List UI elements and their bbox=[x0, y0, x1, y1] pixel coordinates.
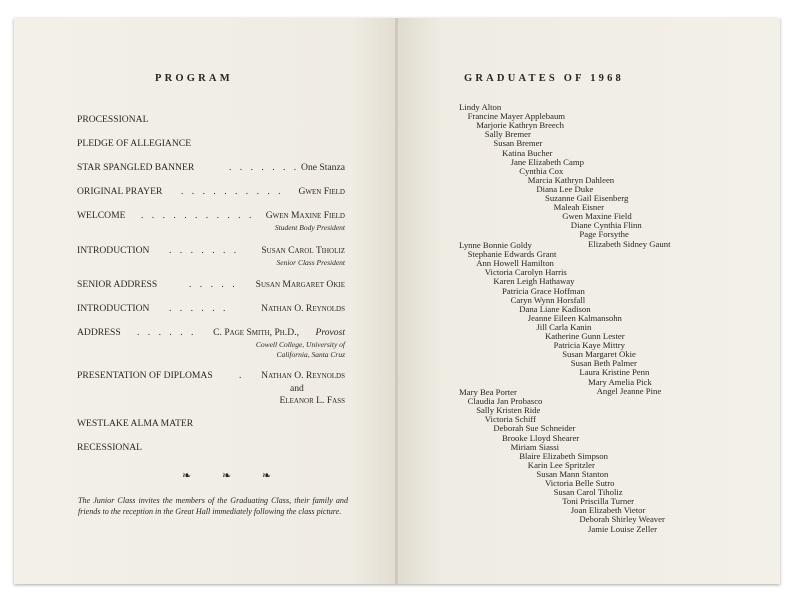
graduate-name: Marcia Kathryn Dahleen bbox=[527, 174, 615, 185]
program-item-label: PRESENTATION OF DIPLOMAS bbox=[77, 370, 213, 381]
graduate-name: Karen Leigh Hathaway bbox=[493, 276, 575, 287]
program-item-value: One Stanza bbox=[301, 162, 345, 173]
graduate-name: Mary Amelia Pick bbox=[588, 376, 652, 387]
graduates-title: GRADUATES OF 1968 bbox=[464, 73, 624, 84]
graduate-name: Brooke Lloyd Shearer bbox=[502, 432, 580, 443]
dot-leader: . . . . . . . . . . bbox=[181, 186, 284, 197]
program-item-label: WESTLAKE ALMA MATER bbox=[77, 418, 194, 429]
graduate-name: Patricia Grace Hoffman bbox=[502, 285, 585, 296]
graduate-name: Toni Priscilla Turner bbox=[562, 496, 634, 507]
program-item-label: SENIOR ADDRESS bbox=[77, 279, 158, 290]
graduate-name: Mary Bea Porter bbox=[459, 387, 517, 397]
graduate-name: Miriam Siassi bbox=[510, 441, 560, 452]
graduate-name: Joan Elizabeth Vietor bbox=[570, 505, 646, 516]
graduate-name: Victoria Carolyn Harris bbox=[484, 267, 567, 278]
graduate-name: Sally Bremer bbox=[484, 129, 531, 140]
graduate-name: Ann Howell Hamilton bbox=[476, 258, 554, 269]
graduate-name: Laura Kristine Penn bbox=[579, 367, 650, 378]
affiliation-line: California, Santa Cruz bbox=[276, 350, 345, 359]
graduate-name: Katherine Gunn Lester bbox=[545, 331, 625, 341]
graduate-name: Francine Mayer Applebaum bbox=[467, 111, 566, 122]
program-item-label: RECESSIONAL bbox=[77, 442, 143, 453]
graduate-name: Diana Lee Duke bbox=[536, 183, 594, 194]
graduate-name: Jill Carla Kanin bbox=[536, 321, 592, 332]
graduate-name: Victoria Belle Sutro bbox=[545, 478, 615, 488]
program-item-label: INTRODUCTION bbox=[77, 303, 150, 314]
graduate-name: Patricia Kaye Mittry bbox=[553, 340, 626, 351]
program-item-value: Susan Margaret Okie bbox=[255, 279, 345, 290]
dot-leader: . . . . . bbox=[189, 279, 238, 290]
introduction-speaker-title: Senior Class President bbox=[276, 258, 345, 267]
program-item-value: Gwen Maxine Field bbox=[265, 210, 345, 221]
graduate-name: Marjorie Kathryn Breech bbox=[476, 120, 564, 131]
program-item-value-italic: Provost bbox=[315, 327, 345, 338]
graduate-name: Lindy Alton bbox=[459, 102, 502, 112]
affiliation-line: Cowell College, University of bbox=[255, 340, 345, 349]
program-item-label: PLEDGE OF ALLEGIANCE bbox=[77, 138, 192, 149]
graduate-name: Cynthia Cox bbox=[519, 165, 564, 176]
graduate-name: Susan Margaret Okie bbox=[562, 349, 636, 360]
reception-note: The Junior Class invites the members of the Graduating Class, their family and friends to the reception in the Great Hall immediately following the class picture. bbox=[78, 496, 348, 516]
address-speaker-affiliation bbox=[256, 340, 345, 360]
graduate-name: Blaire Elizabeth Simpson bbox=[519, 450, 608, 461]
graduate-name: Angel Jeanne Pine bbox=[596, 385, 662, 396]
program-item-label: STAR SPANGLED BANNER bbox=[77, 162, 195, 173]
graduate-name: Susan Carol Tiholiz bbox=[553, 487, 623, 498]
graduate-name: Deborah Shirley Weaver bbox=[579, 514, 665, 525]
graduate-name: Katina Bucher bbox=[502, 147, 553, 158]
dot-leader: . . . . . . . . . . . bbox=[141, 210, 255, 221]
graduate-name: Susan Bremer bbox=[493, 138, 543, 149]
program-item-label: ADDRESS bbox=[77, 327, 121, 338]
graduate-name: Elizabeth Sidney Gaunt bbox=[588, 238, 671, 249]
graduate-name: Victoria Schiff bbox=[484, 414, 536, 425]
graduate-name: Jamie Louise Zeller bbox=[588, 523, 657, 534]
graduate-name: Page Forsythe bbox=[579, 229, 629, 240]
dot-leader: . . . . . . . bbox=[229, 162, 300, 173]
program-item-value: Gwen Field bbox=[298, 186, 345, 197]
graduate-name: Susan Beth Palmer bbox=[570, 358, 637, 369]
graduate-name: Diane Cynthia Flinn bbox=[570, 220, 642, 231]
program-item-value: Nathan O. Reynolds bbox=[261, 303, 345, 314]
program-item-value: C. Page Smith, Ph.D., bbox=[213, 327, 299, 338]
program-item-value: Eleanor L. Fass bbox=[279, 395, 345, 406]
graduate-name: Sally Kristen Ride bbox=[476, 405, 541, 416]
dot-leader: . . . . . . bbox=[169, 303, 229, 314]
graduate-name: Dana Liane Kadison bbox=[519, 303, 591, 314]
dot-leader: . . . . . . bbox=[137, 327, 197, 338]
program-title: PROGRAM bbox=[155, 73, 233, 84]
graduate-name: Jane Elizabeth Camp bbox=[510, 156, 584, 167]
graduate-name: Susan Mann Stanton bbox=[536, 468, 609, 479]
program-item-label: INTRODUCTION bbox=[77, 245, 150, 256]
program-item-label: ORIGINAL PRAYER bbox=[77, 186, 163, 197]
graduate-name: Deborah Sue Schneider bbox=[493, 423, 576, 434]
graduate-name: Lynne Bonnie Goldy bbox=[459, 240, 532, 250]
welcome-speaker-title: Student Body President bbox=[274, 223, 345, 232]
graduate-name: Stephanie Edwards Grant bbox=[467, 249, 557, 260]
graduate-name: Gwen Maxine Field bbox=[562, 211, 632, 222]
graduate-name: Maleah Eisner bbox=[553, 202, 605, 213]
graduate-name: Claudia Jan Probasco bbox=[467, 396, 543, 407]
ornament-divider: ❧ ❧ ❧ bbox=[182, 470, 286, 482]
program-item-value: Susan Carol Tiholiz bbox=[261, 245, 345, 256]
graduate-name: Suzanne Gail Eisenberg bbox=[545, 193, 629, 203]
program-item-label: PROCESSIONAL bbox=[77, 114, 149, 125]
graduate-name: Jeanne Eileen Kalmansohn bbox=[527, 312, 622, 323]
dot-leader: . . . . . . . bbox=[169, 245, 240, 256]
program-item-value: Nathan O. Reynolds bbox=[261, 370, 345, 381]
graduate-name: Karin Lee Spritzler bbox=[527, 459, 595, 470]
book-gutter bbox=[395, 18, 398, 584]
program-item-label: WELCOME bbox=[77, 210, 126, 221]
graduate-name: Caryn Wynn Horsfall bbox=[510, 294, 586, 305]
